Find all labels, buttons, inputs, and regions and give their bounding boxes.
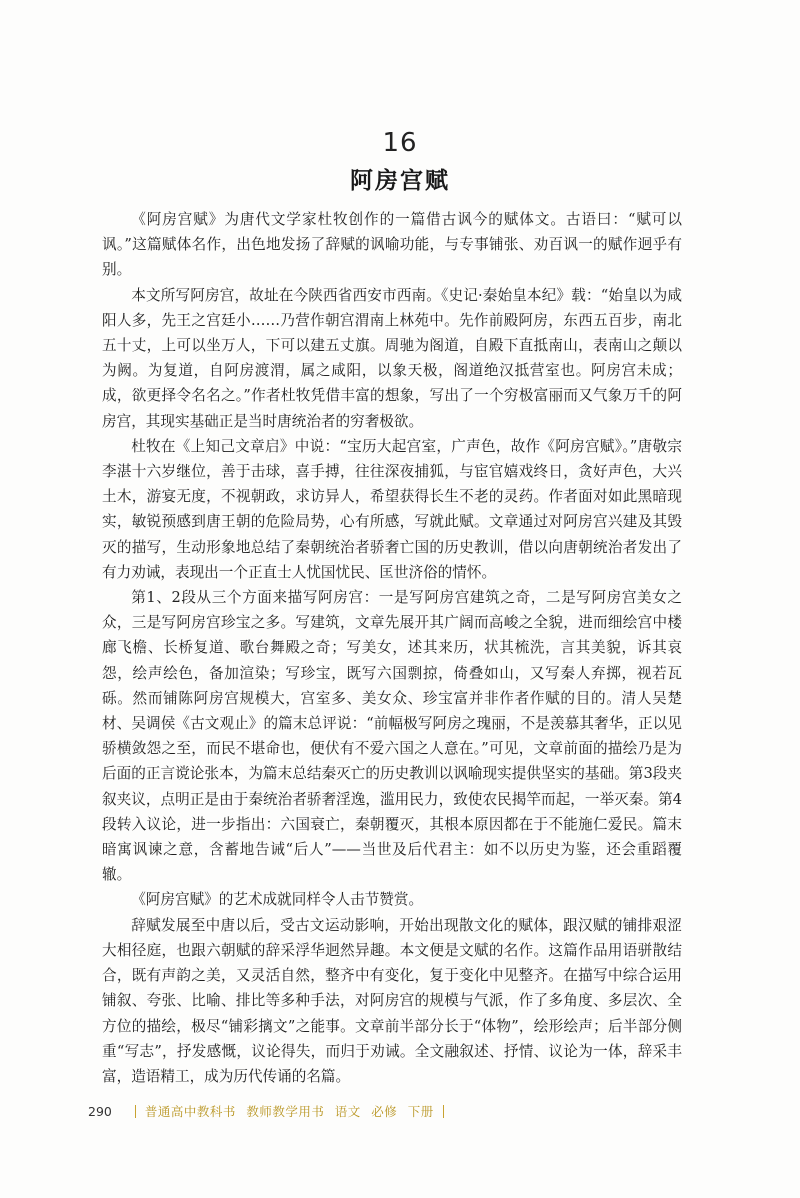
lesson-number: 16 <box>382 128 418 158</box>
paragraph-intro: 《阿房宫赋》为唐代文学家杜牧创作的一篇借古讽今的赋体文。古语曰：“赋可以讽。”这篇赋体名作，出色地发扬了辞赋的讽喻功能，与专事铺张、劝百讽一的赋作迥乎有别。 <box>102 211 682 279</box>
paragraph-background: 本文所写阿房宫，故址在今陕西省西安市西南。《史记·秦始皇本纪》载：“始皇以为咸阳人多，先王之宫廷小……乃营作朝宫渭南上林苑中。先作前殿阿房，东西五百步，南北五十丈，上可以坐万人，下可以建五丈旗。周驰为阁道，自殿下直抵南山，表南山之颠以为阙。为复道，自阿房渡渭，属之咸阳，以象天极，阁道绝汉抵营室也。阿房宫未成；成，欲更择令名名之。”作者杜牧凭借丰富的想象，写出了一个穷极富丽而又气象万千的阿房宫，其现实基础正是当时唐统治者的穷奢极欲。 <box>102 286 682 430</box>
paragraph-motivation: 杜牧在《上知己文章启》中说：“宝历大起宫室，广声色，故作《阿房宫赋》。”唐敬宗李湛十六岁继位，善于击球，喜手搏，往往深夜捕狐，与宦官嬉戏终日，贪好声色，大兴土木，游宴无度，不视朝政，求访异人，希望获得长生不老的灵药。作者面对如此黑暗现实，敏锐预感到唐王朝的危险局势，心有所感，写就此赋。文章通过对阿房宫兴建及其毁灭的描写，生动形象地总结了秦朝统治者骄奢亡国的历史教训，借以向唐朝统治者发出了有力劝诫，表现出一个正直士人忧国忧民、匡世济俗的情怀。 <box>102 437 682 581</box>
book-info: 普通高中教科书 教师教学用书 语文 必修 下册 <box>144 1104 434 1119</box>
paragraph-art-lead: 《阿房宫赋》的艺术成就同样令人击节赞赏。 <box>131 891 424 909</box>
paragraph-style: 辞赋发展至中唐以后，受古文运动影响，开始出现散文化的赋体，跟汉赋的铺排艰涩大相径庭，也跟六朝赋的辞采浮华迥然异趣。本文便是文赋的名作。这篇作品用语骈散结合，既有声韵之美，又灵活自然，整齐中有变化，复于变化中见整齐。在描写中综合运用铺叙、夸张、比喻、排比等多种手法，对阿房宫的规模与气派，作了多角度、多层次、全方位的描绘，极尽“铺彩摛文”之能事。文章前半部分长于“体物”，绘形绘声；后半部分侧重“写志”，抒发感慨，议论得失，而归于劝诫。全文融叙述、抒情、议论为一体，辞采丰富，造语精工，成为历代传诵的名篇。 <box>102 916 682 1085</box>
page-number: 290 <box>88 1103 112 1119</box>
lesson-title: 阿房宫赋 <box>350 168 450 194</box>
footer-divider-right <box>443 1105 444 1118</box>
page-footer <box>88 1101 453 1121</box>
footer-divider-left <box>135 1105 136 1118</box>
paragraph-structure: 第1、2段从三个方面来描写阿房宫：一是写阿房宫建筑之奇，二是写阿房宫美女之众，三是写阿房宫珍宝之多。写建筑，文章先展开其广阔而高峻之全貌，进而细绘宫中楼廊飞檐、长桥复道、歌台舞殿之奇；写美女，述其来历，状其梳洗，言其美貌，诉其哀怨，绘声绘色，备加渲染；写珍宝，既写六国剽掠，倚叠如山，又写秦人弃掷，视若瓦砾。然而铺陈阿房宫规模大，宫室多、美女众、珍宝富并非作者作赋的目的。清人吴楚材、吴调侯《古文观止》的篇末总评说：“前幅极写阿房之瑰丽，不是羡慕其奢华，正以见骄横敛怨之至，而民不堪命也，便伏有不爱六国之人意在。”可见，文章前面的描绘乃是为后面的正言谠论张本，为篇末总结秦灭亡的历史教训以讽喻现实提供坚实的基础。第3段夹叙夹议，点明正是由于秦统治者骄奢淫逸，滥用民力，致使农民揭竿而起，一举灭秦。第4段转入议论，进一步指出：六国衰亡，秦朝覆灭，其根本原因都在于不能施仁爱民。篇末暗寓讽谏之意，含蓄地告诫“后人”——当世及后代君主：如不以历史为鉴，还会重蹈覆辙。 <box>102 589 682 884</box>
body-text <box>102 207 682 1089</box>
